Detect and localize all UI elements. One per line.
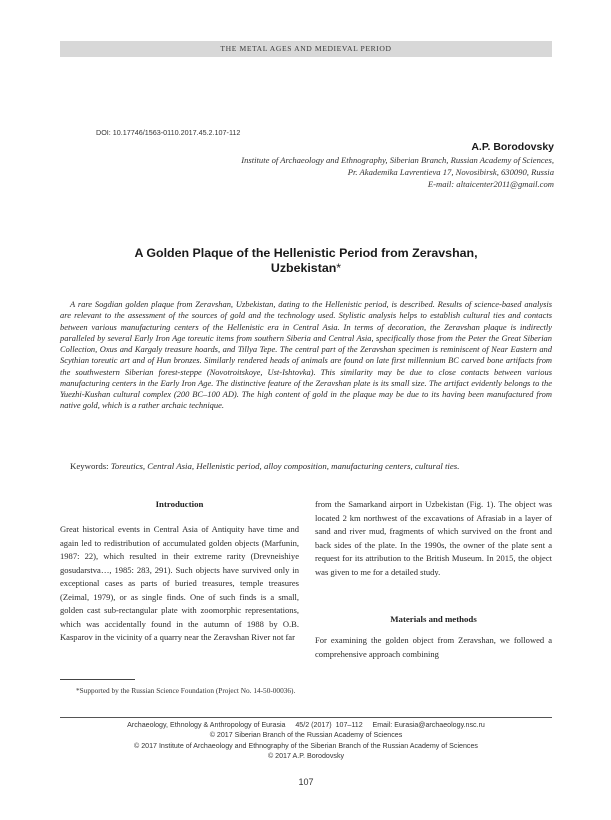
title-footnote-marker: * (336, 261, 342, 275)
author-email: E-mail: altaicenter2011@gmail.com (427, 179, 554, 189)
author-affiliation: Institute of Archaeology and Ethnography, Siberian Branch, Russian Academy of Sciences, (241, 155, 554, 165)
footnote-divider (60, 679, 135, 680)
introduction-heading: Introduction (155, 499, 204, 509)
materials-heading: Materials and methods (390, 614, 477, 624)
footer-divider (60, 717, 552, 718)
footnote: *Supported by the Russian Science Foundation (Project No. 14-50-00036). (76, 686, 296, 695)
author-name: A.P. Borodovsky (471, 141, 554, 153)
section-header: THE METAL AGES AND MEDIEVAL PERIOD (60, 41, 552, 57)
abstract: A rare Sogdian golden plaque from Zeravshan, Uzbekistan, dating to the Hellenistic period, is described. Results of science-based analysis are relevant to the assessment of the sources of gold and the technology used. Stylistic analysis helps to establish cultural ties and contacts between various manufacturing centers of the Hellenistic era in Central Asia. In terms of decoration, the Zeravshan plaque is indirectly paralleled by several Early Iron Age toreutic items from southern Siberia and Central Asia, specifically those from the Peter the Great Siberian Collection, Oxus and Kargaly treasure hoards, and Tillya Tepe. The central part of the Zeravshan specimen is reminiscent of Near Eastern and Scythian toreutic art and of Hun bronzes. Similarly rendered heads of animals are found on late first millennium BC carved bone artifacts from the southwestern Siberian forest-steppe (Novotroitskoye, Ust-Ishtovka). This similarity may be due to close contacts between various manufacturing centers in the Early Iron Age. The distinctive feature of the Zeravshan plate is its small size. The artifact evidently belongs to the Yuezhi-Kushan cultural complex (200 BC–100 AD). The high content of gold in the plaque may be due to its having been manufactured from native gold, which is a rather archaic technique. (60, 299, 552, 411)
title-line-1: A Golden Plaque of the Hellenistic Period from Zeravshan, (134, 246, 478, 260)
page-number: 107 (298, 777, 314, 787)
footer-copyright-author: © 2017 A.P. Borodovsky (267, 751, 345, 760)
footer-copyright-sb: © 2017 Siberian Branch of the Russian Academy of Sciences (209, 731, 403, 740)
paper-title (60, 246, 552, 276)
footer-journal-line: Archaeology, Ethnology & Anthropology of Eurasia 45/2 (2017) 107–112 Email: Eurasia@archaeology.nsc.ru (127, 721, 485, 729)
keywords-label: Keywords: (70, 461, 109, 471)
footer-copyright-institute: © 2017 Institute of Archaeology and Ethnography of the Siberian Branch of the Russian Academy of Sciences (134, 741, 478, 750)
footer (60, 720, 552, 761)
introduction-text: Great historical events in Central Asia of Antiquity have time and again led to redistribution of accumulated golden objects (Marfunin, 1987: 22), which resulted in their extreme rarity (Drevneishiye gosudarstva…, 1985: 283, 291). Such objects have survived only in exceptional cases as parts of buried treasures, temple treasures (Zeimal, 1979), or as single finds. One of such finds is a small, golden cast sub-rectangular plate with zoomorphic representations, which was accidentally found in the autumn of 1988 by O.B. Kasparov in the vicinity of a quarry near the Zeravshan River not far (60, 524, 299, 642)
author-address: Pr. Akademika Lavrentieva 17, Novosibirsk, 630090, Russia (347, 167, 554, 177)
doi: DOI: 10.17746/1563-0110.2017.45.2.107-112 (96, 128, 241, 137)
title-line-2: Uzbekistan (270, 261, 337, 275)
keywords (70, 461, 459, 471)
introduction-continuation: from the Samarkand airport in Uzbekistan (Fig. 1). The object was located 2 km northwest of the excavations of Afrasiab in a layer of sand and river mud, fragments of which survived on the front and back sides of the plate. In the 1990s, the owner of the plate sent a request for its attribution to the British Museum. In 2015, the object was given to me for a detailed study. (315, 499, 552, 577)
materials-text: For examining the golden object from Zeravshan, we followed a comprehensive approach combining (315, 635, 552, 659)
keywords-text: Toreutics, Central Asia, Hellenistic period, alloy composition, manufacturing centers, cultural ties. (110, 461, 460, 471)
